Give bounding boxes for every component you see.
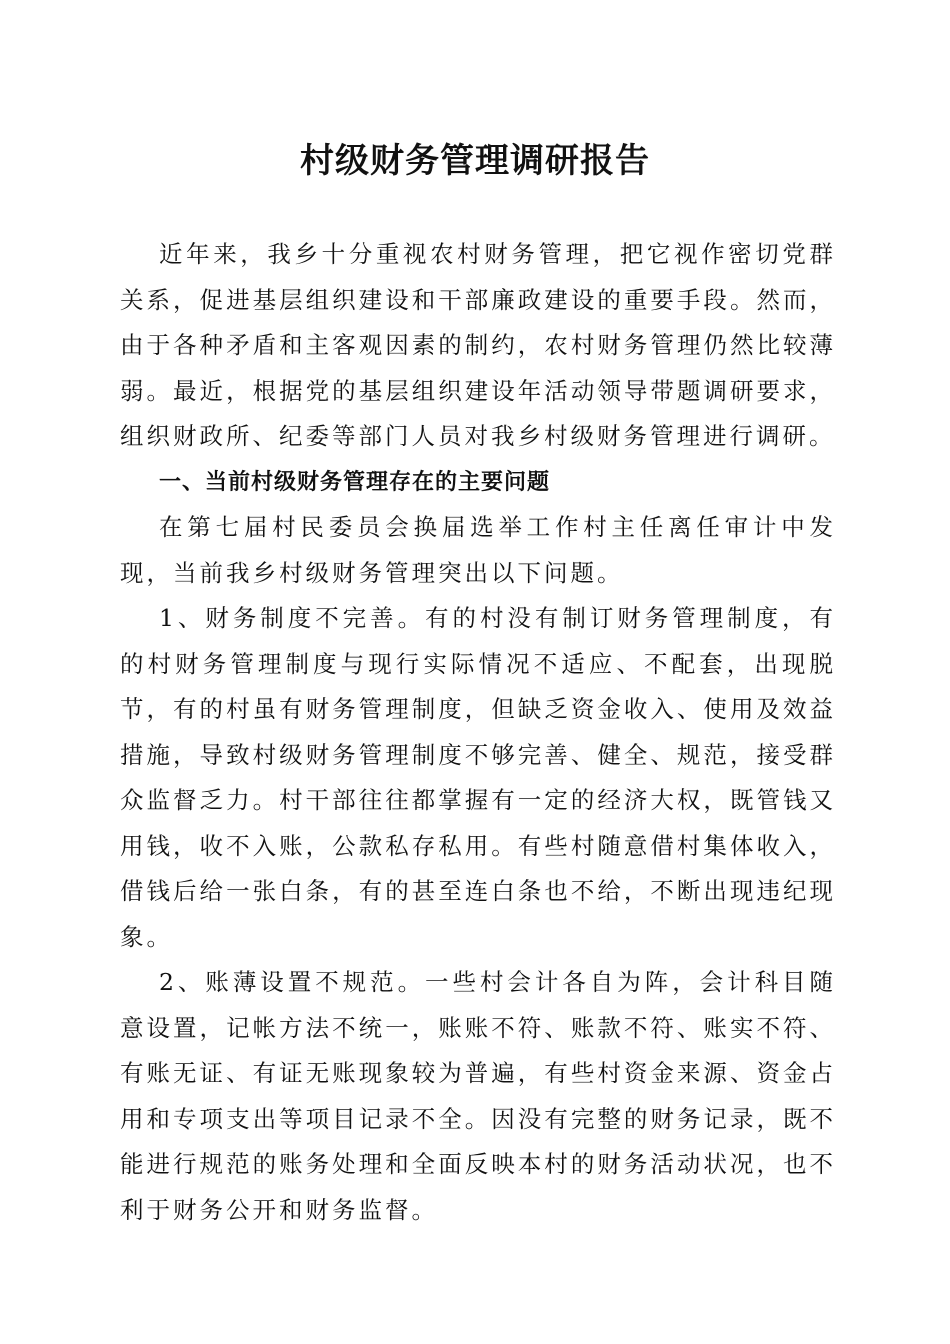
section-1-item-1-paragraph: 1、财务制度不完善。有的村没有制订财务管理制度，有的村财务管理制度与现行实际情况不适应、不配套，出现脱节，有的村虽有财务管理制度，但缺乏资金收入、使用及效益措施，导致村级财务管理制度不够完善、健全、规范，接受群众监督乏力。村干部往往都掌握有一定的经济大权，既管钱又用钱，收不入账，公款私存私用。有些村随意借村集体收入，借钱后给一张白条，有的甚至连白条也不给，不断出现违纪现象。 <box>120 604 836 951</box>
document-body <box>120 232 836 1233</box>
intro-paragraph: 近年来，我乡十分重视农村财务管理，把它视作密切党群关系，促进基层组织建设和干部廉政建设的重要手段。然而，由于各种矛盾和主客观因素的制约，农村财务管理仍然比较薄弱。最近，根据党的基层组织建设年活动领导带题调研要求，组织财政所、纪委等部门人员对我乡村级财务管理进行调研。 <box>120 240 836 450</box>
section-1-intro-paragraph: 在第七届村民委员会换届选举工作村主任离任审计中发现，当前我乡村级财务管理突出以下问题。 <box>120 513 836 587</box>
section-heading-1: 一、当前村级财务管理存在的主要问题 <box>159 469 551 495</box>
document-title: 村级财务管理调研报告 <box>300 141 650 181</box>
section-1-item-2-paragraph: 2、账薄设置不规范。一些村会计各自为阵，会计科目随意设置，记帐方法不统一，账账不符、账款不符、账实不符、有账无证、有证无账现象较为普遍，有些村资金来源、资金占用和专项支出等项目记录不全。因没有完整的财务记录，既不能进行规范的账务处理和全面反映本村的财务活动状况，也不利于财务公开和财务监督。 <box>120 968 836 1224</box>
